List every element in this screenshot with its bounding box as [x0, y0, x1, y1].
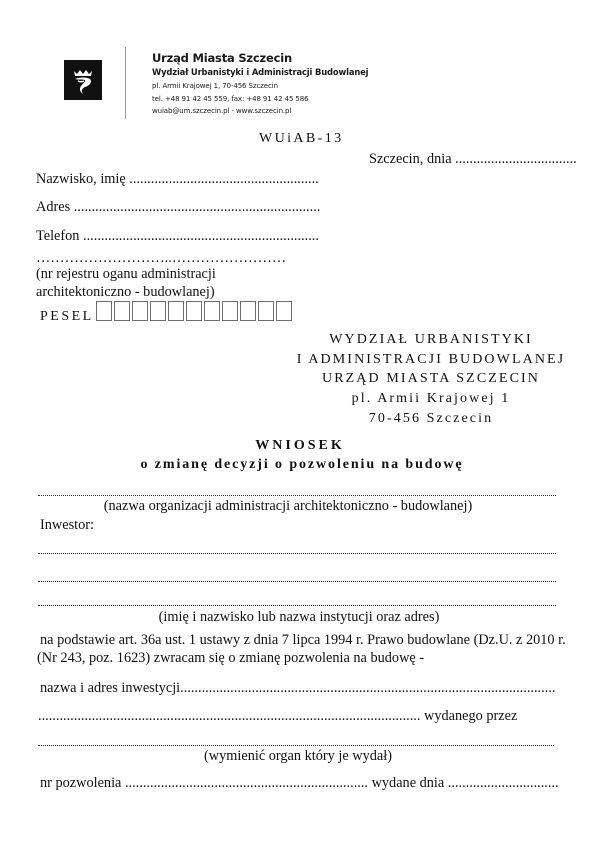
- document-subtitle: o zmianę decyzji o pozwoleniu na budowę: [140, 457, 464, 472]
- pesel-digit-box[interactable]: [150, 301, 166, 321]
- department-name: Wydział Urbanistyki i Administracji Budowlanej: [152, 67, 369, 77]
- pesel-digit-box[interactable]: [168, 301, 184, 321]
- szczecin-griffin-crown-icon: [64, 60, 102, 100]
- investor-caption: (imię i nazwisko lub nazwa instytucji oraz adres): [158, 609, 440, 625]
- applicant-address-field[interactable]: Adres .....................................................................: [36, 199, 321, 215]
- organization-name-field[interactable]: [38, 495, 556, 496]
- issued-by-field[interactable]: ........................................................................................................... wydanego przez: [38, 708, 518, 724]
- pesel-digit-box[interactable]: [186, 301, 202, 321]
- pesel-label: PESEL: [40, 309, 94, 324]
- issuing-authority-caption: (wymienić organ który je wydał): [204, 748, 392, 764]
- permit-number-date-field[interactable]: nr pozwolenia .................................................................... wydane dnia ...............................: [40, 775, 559, 791]
- recipient-line: WYDZIAŁ URBANISTYKI: [329, 332, 533, 347]
- recipient-line: 70-456 Szczecin: [368, 410, 494, 426]
- document-title: WNIOSEK: [255, 438, 345, 453]
- investor-label: Inwestor:: [40, 517, 94, 533]
- pesel-input: [96, 301, 292, 321]
- institution-phone-fax: tel. +48 91 42 45 559, fax: +48 91 42 45 586: [152, 95, 309, 103]
- investor-field-line-1[interactable]: [38, 553, 556, 554]
- register-number-caption-2: architektoniczno - budowlanej): [36, 284, 215, 300]
- legal-basis-line-2: (Nr 243, poz. 1623) zwracam się o zmianę pozwolenia na budowę -: [37, 650, 425, 666]
- pesel-digit-box[interactable]: [96, 301, 112, 321]
- legal-basis-line-1: na podstawie art. 36a ust. 1 ustawy z dnia 7 lipca 1994 r. Prawo budowlane (Dz.U. z 2010 r.: [40, 632, 566, 648]
- investor-field-line-2[interactable]: [38, 581, 556, 582]
- register-number-caption: (nr rejestru oganu administracji: [36, 266, 216, 282]
- recipient-line: I ADMINISTRACJI BUDOWLANEJ: [296, 351, 566, 367]
- applicant-name-field[interactable]: Nazwisko, imię .....................................................: [36, 171, 319, 187]
- recipient-address: [290, 330, 572, 429]
- header-divider: [125, 47, 126, 119]
- recipient-line: URZĄD MIASTA SZCZECIN: [322, 371, 540, 387]
- pesel-digit-box[interactable]: [114, 301, 130, 321]
- pesel-digit-box[interactable]: [240, 301, 256, 321]
- institution-address: pl. Armii Krajowej 1, 70-456 Szczecin: [152, 82, 278, 90]
- place-date-field[interactable]: Szczecin, dnia ..................................: [369, 151, 577, 167]
- organization-caption: (nazwa organizacji administracji architektoniczno - budowlanej): [103, 498, 473, 514]
- recipient-line: pl. Armii Krajowej 1: [351, 391, 511, 407]
- investor-field-line-3[interactable]: [38, 605, 556, 606]
- register-number-field[interactable]: ………………………..……………………: [36, 250, 287, 266]
- institution-name: Urząd Miasta Szczecin: [152, 51, 292, 65]
- institution-email-web: wuiab@um.szczecin.pl - www.szczecin.pl: [152, 107, 292, 115]
- pesel-digit-box[interactable]: [276, 301, 292, 321]
- city-logo: [64, 60, 102, 100]
- issuing-authority-field[interactable]: [38, 745, 554, 746]
- pesel-digit-box[interactable]: [132, 301, 148, 321]
- pesel-digit-box[interactable]: [204, 301, 220, 321]
- pesel-digit-box[interactable]: [258, 301, 274, 321]
- applicant-phone-field[interactable]: Telefon ..................................................................: [36, 228, 319, 244]
- investment-name-address-field[interactable]: nazwa i adres inwestycji.........................................................................................................: [40, 680, 556, 696]
- pesel-digit-box[interactable]: [222, 301, 238, 321]
- form-code: WUiAB-13: [259, 131, 344, 146]
